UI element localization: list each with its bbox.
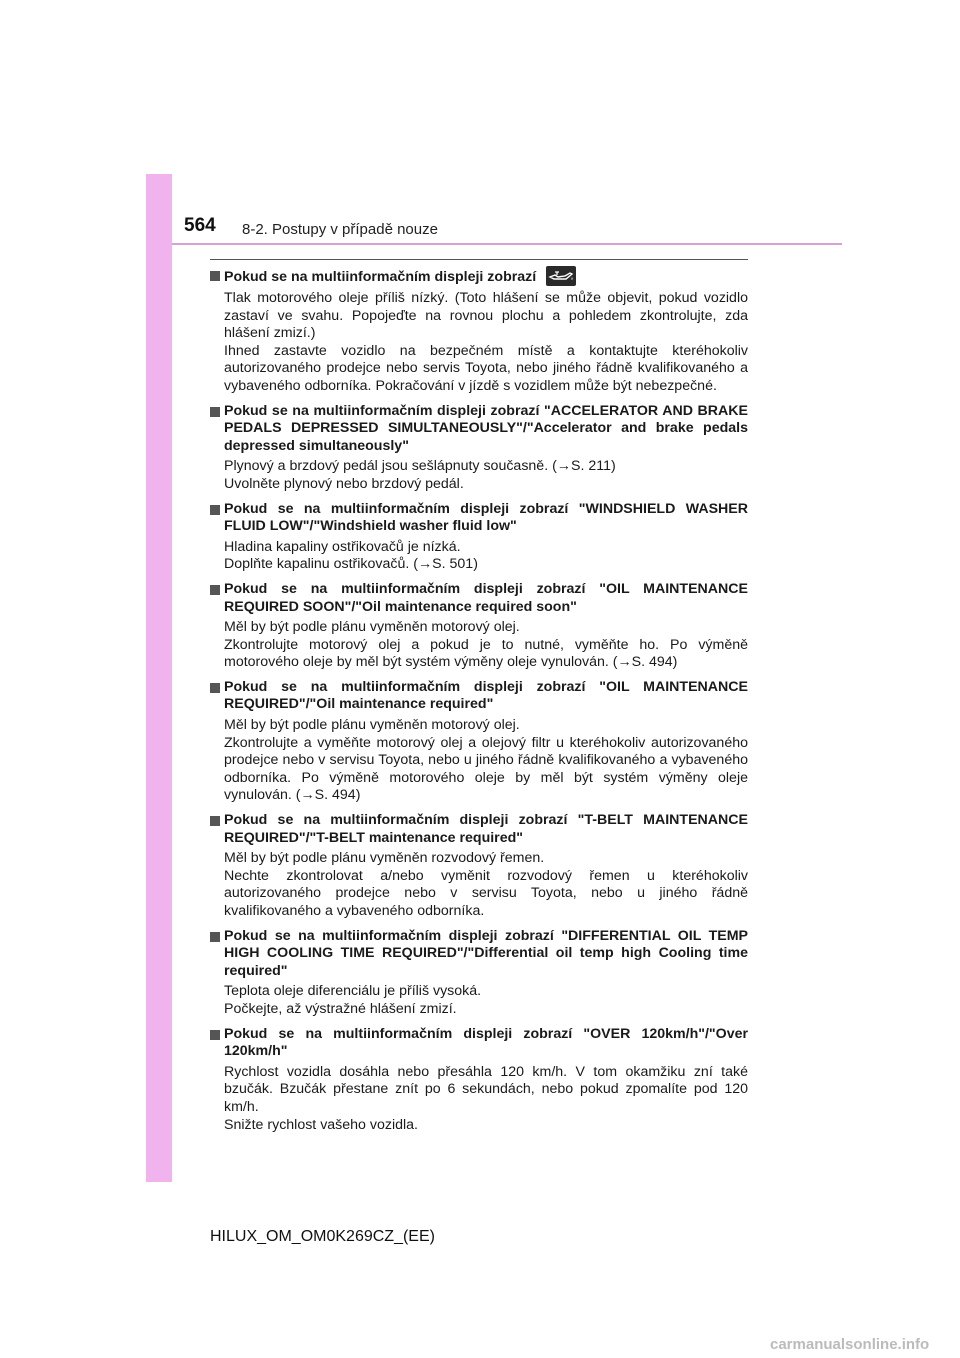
item-paragraph: Zkontrolujte motorový olej a pokud je to nutné, vyměňte ho. Po výměně motorového oleje by měl být systém výměny oleje vynulován. (→S. 494) <box>224 636 748 671</box>
item-paragraph: Snižte rychlost vašeho vozidla. <box>224 1116 418 1133</box>
item-body <box>210 850 748 920</box>
square-bullet-icon <box>210 1030 220 1040</box>
item-heading <box>210 581 748 616</box>
item-paragraph: Teplota oleje diferenciálu je příliš vysoká. <box>224 983 482 1000</box>
list-item <box>210 267 748 396</box>
page-number: 564 <box>184 215 216 236</box>
item-heading-text: Pokud se na multiinformačním displeji zobrazí <box>224 268 537 285</box>
chapter-sidebar-tab <box>146 174 172 1182</box>
item-heading-text: Pokud se na multiinformačním displeji zobrazí "T-BELT MAINTENANCE REQUIRED"/"T-BELT maintenance required" <box>224 812 748 846</box>
square-bullet-icon <box>210 407 220 417</box>
item-heading-text: Pokud se na multiinformačním displeji zobrazí "OIL MAINTENANCE REQUIRED SOON"/"Oil maintenance required soon" <box>224 580 748 615</box>
item-paragraph: Plynový a brzdový pedál jsou sešlápnuty současně. (→S. 211) <box>224 458 616 475</box>
content-area <box>210 267 748 1141</box>
oil-pressure-warning-icon <box>546 266 576 286</box>
item-heading <box>210 679 748 714</box>
list-item <box>210 403 748 494</box>
item-heading <box>210 267 748 287</box>
item-paragraph: Nechte zkontrolovat a/nebo vyměnit rozvodový řemen u kteréhokoliv autorizovaného prodejce nebo v servisu Toyota, nebo u jiného řádně kvalifikovaného a vybaveného odborníka. <box>224 867 748 919</box>
square-bullet-icon <box>210 271 220 281</box>
square-bullet-icon <box>210 585 220 595</box>
item-heading <box>210 1026 748 1061</box>
list-item <box>210 581 748 672</box>
list-item <box>210 679 748 805</box>
list-item <box>210 1026 748 1135</box>
item-paragraph: Hladina kapaliny ostřikovačů je nízká. <box>224 538 461 555</box>
list-item <box>210 928 748 1019</box>
list-item <box>210 812 748 921</box>
item-paragraph: Měl by být podle plánu vyměněn motorový olej. <box>224 717 520 734</box>
item-paragraph: Tlak motorového oleje příliš nízký. (Toto hlášení se může objevit, pokud vozidlo zastaví ve svahu. Popojeďte na rovnou plochu a pohledem zkontrolujte, zda hlášení zmizí.) <box>224 290 748 342</box>
item-paragraph: Uvolněte plynový nebo brzdový pedál. <box>224 475 464 492</box>
item-heading <box>210 928 748 981</box>
item-paragraph: Počkejte, až výstražné hlášení zmizí. <box>224 1000 457 1017</box>
header-divider <box>172 243 842 245</box>
item-heading <box>210 501 748 536</box>
square-bullet-icon <box>210 683 220 693</box>
item-paragraph: Doplňte kapalinu ostřikovačů. (→S. 501) <box>224 556 478 573</box>
item-paragraph: Měl by být podle plánu vyměněn rozvodový řemen. <box>224 850 545 867</box>
item-paragraph: Ihned zastavte vozidlo na bezpečném místě a kontaktujte kteréhokoliv autorizovaného prodejce nebo servis Toyota, nebo jiného řádně kvalifikovaného a vybaveného odborníka. Pokračování v jízdě s vozidlem může být nebezpečné. <box>224 342 748 394</box>
item-body <box>210 1064 748 1134</box>
item-body <box>210 539 748 574</box>
item-heading-text: Pokud se na multiinformačním displeji zobrazí "OVER 120km/h"/"Over 120km/h" <box>224 1025 748 1060</box>
item-paragraph: Rychlost vozidla dosáhla nebo přesáhla 120 km/h. V tom okamžiku zní také bzučák. Bzučák přestane znít po 6 sekundách, nebo pokud zpomalíte pod 120 km/h. <box>224 1063 748 1115</box>
item-paragraph: Zkontrolujte a vyměňte motorový olej a olejový filtr u kteréhokoliv autorizovaného prodejce nebo v servisu Toyota, nebo u jiného řádně kvalifikovaného a vybaveného odborníka. Po výměně motorového oleje by měl být systém výměny oleje vynulován. (→S. 494) <box>224 734 748 804</box>
item-heading <box>210 403 748 456</box>
content-divider <box>210 259 748 260</box>
item-body <box>210 458 748 493</box>
square-bullet-icon <box>210 505 220 515</box>
item-body <box>210 290 748 396</box>
square-bullet-icon <box>210 932 220 942</box>
item-paragraph: Měl by být podle plánu vyměněn motorový olej. <box>224 619 520 636</box>
item-heading-text: Pokud se na multiinformačním displeji zobrazí "ACCELERATOR AND BRAKE PEDALS DEPRESSED SIMULTANEOUSLY"/"Accelerator and brake pedals depressed simultaneously" <box>224 402 748 454</box>
document-code: HILUX_OM_OM0K269CZ_(EE) <box>210 1228 435 1245</box>
item-body <box>210 983 748 1018</box>
item-body <box>210 619 748 672</box>
item-body <box>210 717 748 805</box>
section-title: 8-2. Postupy v případě nouze <box>242 221 438 238</box>
square-bullet-icon <box>210 816 220 826</box>
item-heading-text: Pokud se na multiinformačním displeji zobrazí "DIFFERENTIAL OIL TEMP HIGH COOLING TIME REQUIRED"/"Differential oil temp high Cooling time required" <box>224 927 748 979</box>
item-heading-text: Pokud se na multiinformačním displeji zobrazí "OIL MAINTENANCE REQUIRED"/"Oil maintenance required" <box>224 678 748 713</box>
watermark: carmanualsonline.info <box>770 1336 930 1353</box>
item-heading-text: Pokud se na multiinformačním displeji zobrazí "WINDSHIELD WASHER FLUID LOW"/"Windshield washer fluid low" <box>224 500 748 535</box>
list-item <box>210 501 748 574</box>
item-heading <box>210 812 748 847</box>
